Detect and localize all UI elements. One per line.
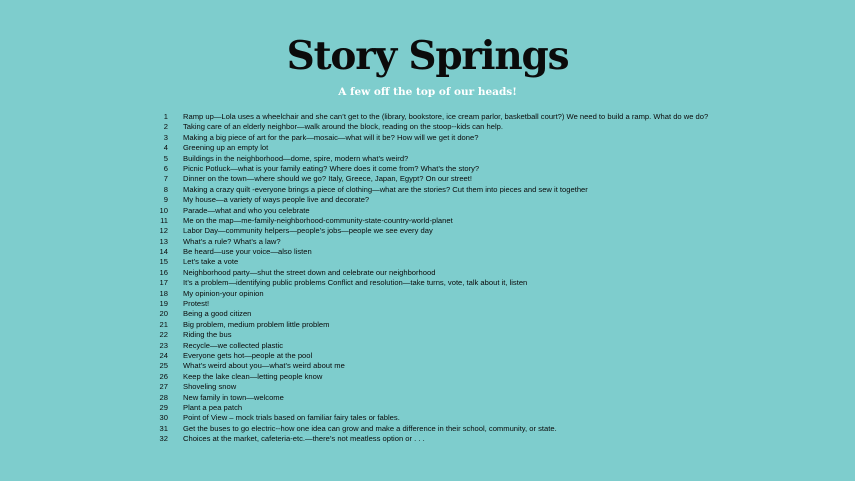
list-item xyxy=(150,247,312,257)
list-item xyxy=(150,215,453,226)
item-number: 19 xyxy=(159,299,168,309)
item-text: What’s a rule? What’s a law? xyxy=(183,236,281,246)
item-number: 6 xyxy=(163,163,168,173)
item-number: 4 xyxy=(163,143,168,153)
item-text: Big problem, medium problem little problem xyxy=(183,319,330,329)
list-item xyxy=(150,205,310,216)
list-item xyxy=(150,257,239,267)
item-text: Recycle—we collected plastic xyxy=(183,340,284,350)
list-item xyxy=(150,153,409,164)
item-text: Making a crazy quilt -everyone brings a piece of clothing—what are the stories? Cut them into pieces and sew it together xyxy=(183,184,588,194)
list-item xyxy=(150,402,243,413)
item-text: Greening up an empty lot xyxy=(183,143,269,153)
item-number: 14 xyxy=(159,247,168,257)
item-text: Buildings in the neighborhood—dome, spire, modern what’s weird? xyxy=(183,153,409,163)
item-number: 15 xyxy=(159,257,168,267)
item-number: 16 xyxy=(159,267,168,277)
item-number: 7 xyxy=(163,174,168,184)
list-item xyxy=(150,309,252,319)
item-text: Ramp up—Lola uses a wheelchair and she can’t get to the (library, bookstore, ice cream parlor, basketball court?) We need to build a ramp. What do we do? xyxy=(183,112,709,121)
item-number: 24 xyxy=(159,350,168,360)
list-item xyxy=(150,413,400,423)
list-item xyxy=(150,299,210,309)
item-text: Be heard—use your voice—also listen xyxy=(183,247,312,257)
item-number: 25 xyxy=(159,361,168,371)
item-text: Everyone gets hot—people at the pool xyxy=(183,350,313,360)
item-number: 28 xyxy=(159,392,168,402)
list-item xyxy=(150,174,473,184)
item-number: 3 xyxy=(163,132,168,142)
list-item xyxy=(150,319,330,330)
item-number: 32 xyxy=(159,434,168,444)
list-item xyxy=(150,184,588,195)
item-text: My opinion-your opinion xyxy=(183,288,264,298)
item-text: My house—a variety of ways people live and decorate? xyxy=(183,195,370,205)
item-number: 26 xyxy=(159,371,168,381)
item-text: Neighborhood party—shut the street down and celebrate our neighborhood xyxy=(183,267,436,277)
item-text: Protest! xyxy=(183,299,210,309)
list-item xyxy=(150,392,284,403)
item-number: 1 xyxy=(163,112,168,121)
item-number: 27 xyxy=(159,382,168,392)
list-item xyxy=(150,361,345,371)
story-list xyxy=(150,112,709,445)
item-number: 8 xyxy=(163,184,168,194)
item-text: What’s weird about you—what’s weird about me xyxy=(183,361,345,371)
item-number: 20 xyxy=(159,309,168,319)
item-text: Taking care of an elderly neighbor—walk around the block, reading on the stoop--kids can help. xyxy=(183,122,503,132)
item-text: Let’s take a vote xyxy=(183,257,239,267)
list-item xyxy=(150,226,433,236)
item-number: 17 xyxy=(159,278,168,288)
list-item xyxy=(150,143,269,153)
item-text: Choices at the market, cafeteria-etc.—there’s not meatless option or . . . xyxy=(183,434,425,444)
item-number: 5 xyxy=(163,153,168,163)
item-number: 13 xyxy=(159,236,168,246)
item-text: Being a good citizen xyxy=(183,309,252,319)
list-item xyxy=(150,132,479,143)
item-number: 31 xyxy=(159,423,168,433)
list-item xyxy=(150,434,425,444)
item-text: Riding the bus xyxy=(183,330,232,340)
list-item xyxy=(150,371,323,382)
item-text: Labor Day—community helpers—people’s jobs—people we see every day xyxy=(183,226,433,236)
item-text: Picnic Potluck—what is your family eating? Where does it come from? What’s the story? xyxy=(183,163,480,173)
item-number: 11 xyxy=(160,215,168,225)
item-number: 22 xyxy=(159,330,168,340)
item-text: Dinner on the town—where should we go? Italy, Greece, Japan, Egypt? On our street! xyxy=(183,174,473,184)
item-text: It’s a problem—identifying public problems Conflict and resolution—take turns, vote, talk about it, listen xyxy=(183,278,528,288)
item-text: Plant a pea patch xyxy=(183,402,243,412)
item-text: Me on the map—me-family-neighborhood-community-state-country-world-planet xyxy=(183,215,453,225)
item-number: 29 xyxy=(159,402,168,412)
page-title: Story Springs xyxy=(286,33,569,79)
item-number: 9 xyxy=(163,195,168,205)
item-text: Keep the lake clean—letting people know xyxy=(183,371,323,381)
list-item xyxy=(150,288,264,299)
list-item xyxy=(150,267,436,278)
item-number: 30 xyxy=(159,413,168,423)
list-item xyxy=(150,382,237,392)
list-item xyxy=(150,122,503,132)
item-number: 21 xyxy=(159,319,168,329)
list-item xyxy=(150,195,370,205)
page-subtitle: A few off the top of our heads! xyxy=(338,86,517,98)
list-item xyxy=(150,236,281,247)
item-number: 12 xyxy=(159,226,168,236)
item-text: Making a big piece of art for the park—mosaic—what will it be? How will we get it done? xyxy=(183,132,479,142)
list-item xyxy=(150,423,557,434)
list-item xyxy=(150,112,709,122)
item-text: Get the buses to go electric--how one idea can grow and make a difference in their school, community, or state. xyxy=(183,423,557,433)
item-number: 10 xyxy=(159,205,168,215)
list-item xyxy=(150,350,313,361)
list-item xyxy=(150,340,284,351)
item-number: 18 xyxy=(159,288,168,298)
list-item xyxy=(150,163,480,174)
list-item xyxy=(150,330,232,340)
item-text: New family in town—welcome xyxy=(183,392,284,402)
item-number: 23 xyxy=(159,340,168,350)
list-item xyxy=(150,278,528,288)
item-text: Parade—what and who you celebrate xyxy=(183,205,310,215)
item-number: 2 xyxy=(163,122,168,132)
item-text: Shoveling snow xyxy=(183,382,237,392)
item-text: Point of View – mock trials based on familiar fairy tales or fables. xyxy=(183,413,400,423)
